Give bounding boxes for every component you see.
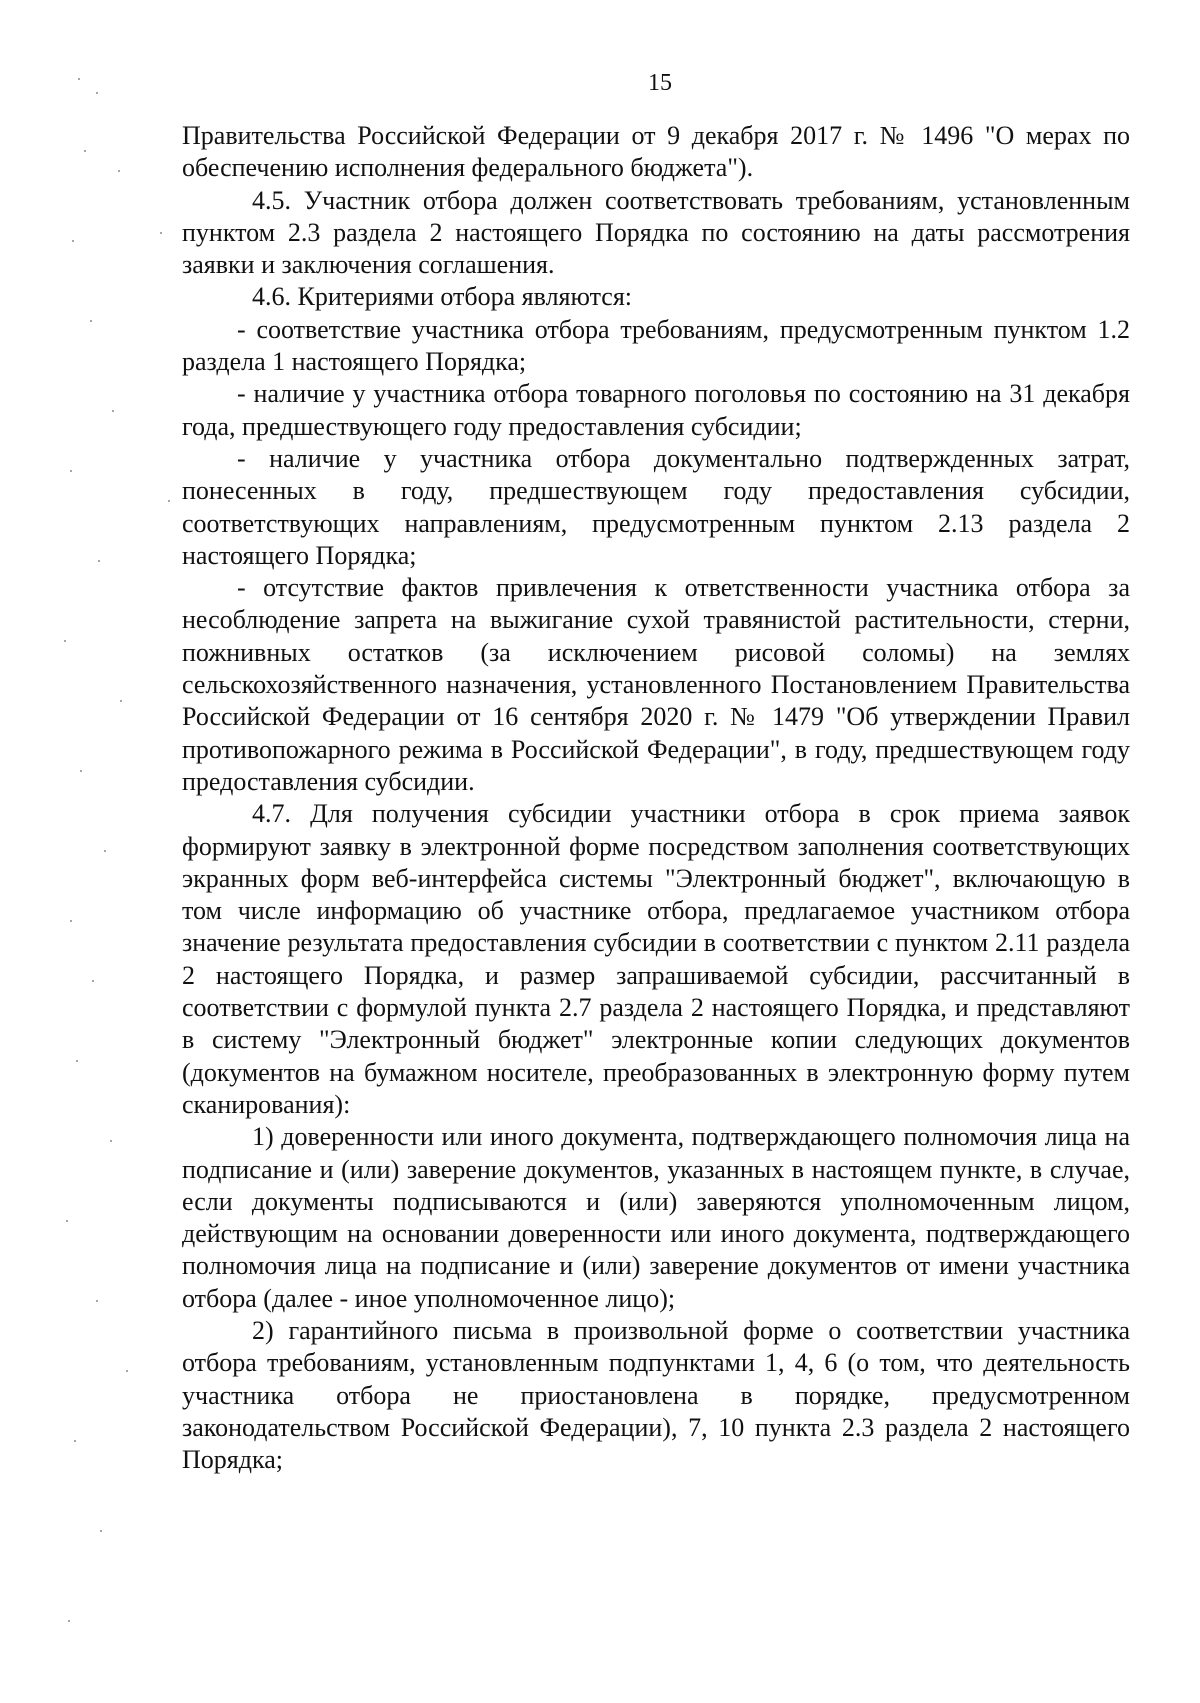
criterion-item: - соответствие участника отбора требованиям, предусмотренным пунктом 1.2 раздела 1 настоящего Порядка;: [182, 314, 1130, 377]
paragraph-continuation: Правительства Российской Федерации от 9 декабря 2017 г. № 1496 "О мерах по обеспечению исполнения федерального бюджета").: [182, 121, 1130, 183]
paragraph-4-5: 4.5. Участник отбора должен соответствовать требованиям, установленным пунктом 2.3 раздела 2 настоящего Порядка по состоянию на даты рассмотрения заявки и заключения соглашения.: [182, 185, 1130, 280]
list-item-2: 2) гарантийного письма в произвольной форме о соответствии участника отбора требованиям, установленным подпунктами 1, 4, 6 (о том, что деятельность участника отбора не приостановлена в порядке, предусмотренном законодательством Российской Федерации), 7, 10 пункта 2.3 раздела 2 настоящего Порядка;: [182, 1315, 1130, 1475]
paragraph-4-7: 4.7. Для получения субсидии участники отбора в срок приема заявок формируют заявку в электронной форме посредством заполнения соответствующих экранных форм веб-интерфейса системы "Электронный бюджет", включающую в том числе информацию об участнике отбора, предлагаемое участником отбора значение результата предоставления субсидии в соответствии с пунктом 2.11 раздела 2 настоящего Порядка, и размер запрашиваемой субсидии, рассчитанный в соответствии с формулой пункта 2.7 раздела 2 настоящего Порядка, и представляют в систему "Электронный бюджет" электронные копии следующих документов (документов на бумажном носителе, преобразованных в электронную форму путем сканирования):: [182, 799, 1130, 1119]
list-item-1: 1) доверенности или иного документа, подтверждающего полномочия лица на подписание и (или) заверение документов, указанных в настоящем пункте, в случае, если документы подписываются и (или) заверяются уполномоченным лицом, действующим на основании доверенности или иного документа, подтверждающего полномочия лица на подписание и (или) заверение документов от имени участника отбора (далее - иное уполномоченное лицо);: [182, 1122, 1130, 1313]
paragraph-4-6: 4.6. Критериями отбора являются:: [252, 282, 632, 312]
document-body: [182, 120, 1130, 1476]
page-number: 15: [648, 70, 672, 96]
criterion-item: - наличие у участника отбора документально подтвержденных затрат, понесенных в году, предшествующем году предоставления субсидии, соответствующих направлениям, предусмотренным пунктом 2.13 раздела 2 настоящего Порядка;: [182, 443, 1130, 570]
criterion-item: - отсутствие фактов привлечения к ответственности участника отбора за несоблюдение запрета на выжигание сухой травянистой растительности, стерни, пожнивных остатков (за исключением рисовой соломы) на землях сельскохозяйственного назначения, установленного Постановлением Правительства Российской Федерации от 16 сентября 2020 г. № 1479 "Об утверждении Правил противопожарного режима в Российской Федерации", в году, предшествующем году предоставления субсидии.: [182, 573, 1130, 796]
criterion-item: - наличие у участника отбора товарного поголовья по состоянию на 31 декабря года, предшествующего году предоставления субсидии;: [182, 379, 1130, 441]
